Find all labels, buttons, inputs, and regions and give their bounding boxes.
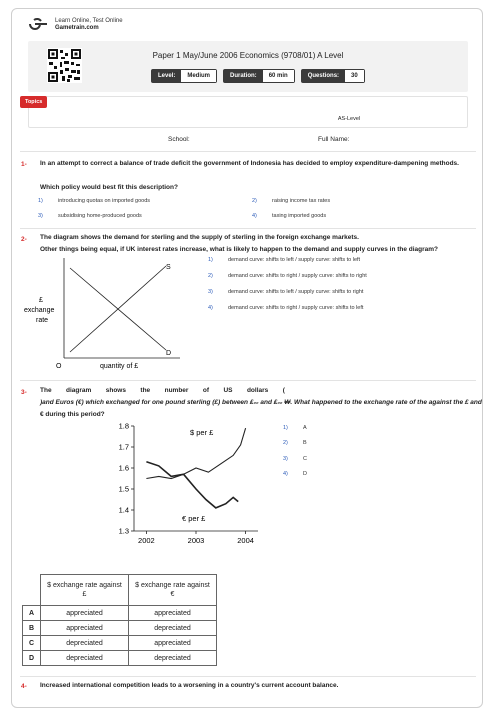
option-text: subsidising home-produced goods: [58, 213, 142, 219]
option-text: demand curve: shifts to right / supply curve: shifts to left: [228, 305, 364, 311]
question-text: The diagram shows the demand for sterling and the supply of sterling in the foreign exchange markets.: [40, 234, 359, 241]
option-number: 4): [283, 471, 288, 477]
answer-option[interactable]: [208, 305, 363, 311]
option-text: introducing quotas on imported goods: [58, 198, 151, 204]
answer-option[interactable]: [208, 257, 360, 263]
duration-label: Duration:: [224, 70, 263, 82]
answer-option[interactable]: [38, 213, 142, 219]
table-row: [23, 651, 217, 666]
y-axis-label: rate: [36, 317, 49, 324]
table-cell: depreciated: [41, 651, 129, 666]
table-row: [23, 621, 217, 636]
question-text: In an attempt to correct a balance of trade deficit the government of Indonesia has decided to employ expenditure-dampening methods.: [40, 160, 459, 167]
option-number: 2): [208, 273, 213, 279]
brand-tagline: Learn Online, Test Online: [55, 18, 123, 24]
level-pill: [151, 69, 217, 83]
answer-option[interactable]: [208, 273, 367, 279]
answer-option[interactable]: [283, 471, 307, 477]
table-header-row: [23, 575, 217, 606]
y-tick-label: 1.7: [118, 442, 129, 452]
topics-tag[interactable]: Topics: [20, 96, 47, 108]
y-axis-label: exchange: [24, 307, 55, 314]
question-text: )and Euros (€) which exchanged for one pound sterling (£) between ₤₀₀ and ₤₀₀ ₩. What happened to the exchange rate of the against the £ and: [40, 399, 482, 406]
duration-value: 60 min: [263, 70, 294, 82]
series-label-usd: $ per £: [190, 428, 214, 437]
questions-value: 30: [345, 70, 364, 82]
questions-label: Questions:: [302, 70, 345, 82]
table-cell: appreciated: [129, 606, 217, 621]
row-label: C: [23, 636, 41, 651]
answer-option[interactable]: [252, 213, 326, 219]
topics-box: [28, 96, 468, 128]
y-tick-label: 1.4: [118, 505, 129, 515]
option-text: A: [303, 425, 307, 431]
y-tick-label: 1.6: [118, 463, 129, 473]
supply-label: S: [166, 264, 171, 271]
divider: [20, 228, 476, 229]
answer-option[interactable]: [208, 289, 363, 295]
option-text: raising income tax rates: [272, 198, 331, 204]
paper-title: Paper 1 May/June 2006 Economics (9708/01) A Level: [152, 51, 344, 60]
paper-header: [28, 41, 468, 92]
gametrain-logo-icon: [28, 17, 48, 31]
question-number: 2-: [21, 236, 27, 243]
option-number: 3): [38, 213, 43, 219]
question-number: 4-: [21, 683, 27, 690]
table-row: [23, 606, 217, 621]
row-label: B: [23, 621, 41, 636]
question-text: € during this period?: [40, 411, 105, 418]
table-cell: depreciated: [129, 621, 217, 636]
supply-demand-diagram: [24, 254, 200, 372]
school-label: School:: [168, 136, 190, 143]
option-number: 4): [252, 213, 257, 219]
level-label: Level:: [152, 70, 181, 82]
table-cell: depreciated: [41, 636, 129, 651]
x-tick-label: 2003: [187, 536, 205, 545]
option-text: D: [303, 471, 307, 477]
y-tick-label: 1.8: [118, 421, 129, 431]
brand[interactable]: [28, 17, 123, 31]
question-prompt: Which policy would best fit this description?: [40, 184, 178, 191]
row-label: A: [23, 606, 41, 621]
option-number: 3): [283, 456, 288, 462]
full-name-label: Full Name:: [318, 136, 350, 143]
origin-label: O: [56, 363, 62, 370]
option-text: demand curve: shifts to left / supply curve: shifts to left: [228, 257, 361, 263]
divider: [20, 380, 476, 381]
option-text: demand curve: shifts to right / supply curve: shifts to right: [228, 273, 367, 279]
table-cell: appreciated: [41, 606, 129, 621]
x-axis-label: quantity of £: [100, 363, 139, 370]
table-header: $ exchange rate against £: [41, 575, 129, 606]
answer-option[interactable]: [283, 440, 307, 446]
option-number: 1): [208, 257, 213, 263]
duration-pill: [223, 69, 295, 83]
answer-option[interactable]: [38, 198, 150, 204]
question-prompt: Other things being equal, if UK interest rates increase, what is likely to happen to the demand and supply curves in the diagram?: [40, 246, 439, 253]
brand-site[interactable]: Gametrain.com: [55, 25, 99, 31]
option-number: 4): [208, 305, 213, 311]
series-line: [146, 462, 238, 508]
level-value: Medium: [181, 70, 216, 82]
question-number: 1-: [21, 161, 27, 168]
x-tick-label: 2004: [237, 536, 254, 545]
question-text: The diagram shows the number of US dollars (: [40, 387, 285, 394]
y-axis-label: £: [39, 297, 43, 304]
answer-option[interactable]: [283, 456, 307, 462]
table-cell: appreciated: [129, 636, 217, 651]
table-header: $ exchange rate against €: [129, 575, 217, 606]
questions-pill: [301, 69, 365, 83]
demand-curve: [70, 268, 166, 350]
answer-option[interactable]: [252, 198, 330, 204]
table-cell: depreciated: [129, 651, 217, 666]
option-text: taxing imported goods: [272, 213, 327, 219]
x-tick-label: 2002: [138, 536, 155, 545]
y-tick-label: 1.5: [118, 484, 129, 494]
y-tick-label: 1.3: [118, 526, 129, 536]
table-cell: appreciated: [41, 621, 129, 636]
paper-meta: [151, 69, 365, 83]
answer-option[interactable]: [283, 425, 307, 431]
exchange-rate-chart: [108, 420, 268, 550]
demand-label: D: [166, 350, 172, 357]
table-row: [23, 636, 217, 651]
divider: [20, 676, 476, 677]
divider: [20, 151, 476, 152]
question-text: Increased international competition leads to a worsening in a country's current account balance.: [40, 682, 339, 689]
option-number: 2): [252, 198, 257, 204]
option-text: C: [303, 456, 307, 462]
option-number: 3): [208, 289, 213, 295]
option-number: 2): [283, 440, 288, 446]
option-text: B: [303, 440, 307, 446]
option-number: 1): [283, 425, 288, 431]
question-number: 3-: [21, 389, 27, 396]
option-number: 1): [38, 198, 43, 204]
row-label: D: [23, 651, 41, 666]
answer-table: [22, 574, 217, 666]
topic-level[interactable]: AS-Level: [337, 116, 361, 122]
option-text: demand curve: shifts to left / supply curve: shifts to right: [228, 289, 364, 295]
series-label-eur: € per £: [182, 514, 206, 523]
